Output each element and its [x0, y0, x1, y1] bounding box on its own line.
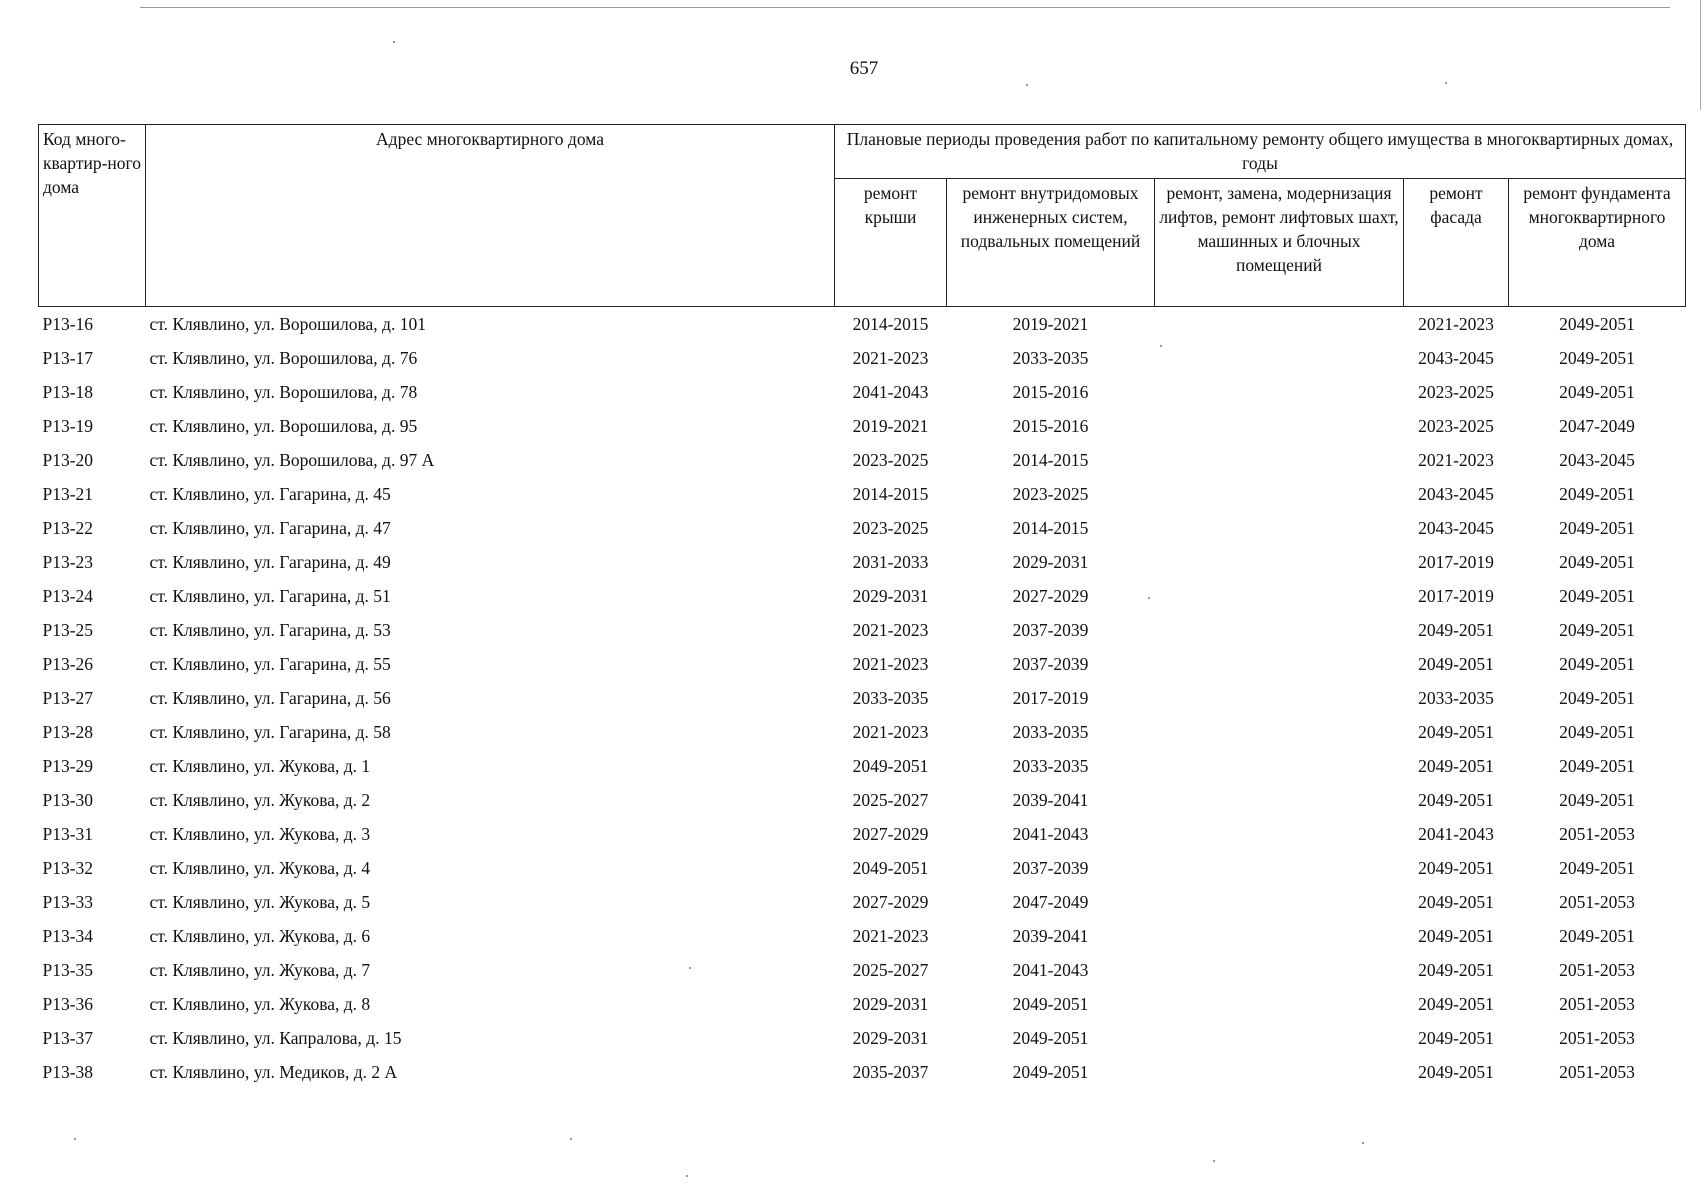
cell-engineering: 2037-2039	[1012, 653, 1089, 674]
cell-roof: 2021-2023	[852, 653, 929, 674]
table-header	[39, 125, 1686, 307]
cell-code: P13-22	[42, 517, 94, 538]
table-row	[39, 953, 1686, 987]
header-engineering: ремонт внутридомовых инженерных систем, подвальных помещений	[947, 179, 1155, 307]
cell-elevators	[1155, 1055, 1404, 1089]
cell-roof: 2033-2035	[852, 687, 929, 708]
cell-engineering: 2014-2015	[1012, 449, 1089, 470]
cell-code: P13-26	[42, 653, 94, 674]
table-row	[39, 851, 1686, 885]
cell-address: ст. Клявлино, ул. Ворошилова, д. 101	[149, 313, 426, 334]
cell-facade: 2049-2051	[1418, 993, 1494, 1014]
cell-code: P13-34	[42, 925, 94, 946]
cell-code: P13-17	[42, 347, 94, 368]
cell-address: ст. Клявлино, ул. Гагарина, д. 58	[149, 721, 391, 742]
cell-code: P13-27	[42, 687, 94, 708]
table-row	[39, 681, 1686, 715]
header-facade: ремонт фасада	[1404, 179, 1509, 307]
cell-code: P13-33	[42, 891, 94, 912]
cell-facade: 2049-2051	[1418, 857, 1494, 878]
page-number: 657	[849, 58, 879, 79]
cell-roof: 2014-2015	[852, 483, 929, 504]
cell-foundation: 2051-2053	[1559, 823, 1635, 844]
cell-facade: 2049-2051	[1418, 1061, 1494, 1082]
cell-elevators	[1155, 477, 1404, 511]
cell-code: P13-38	[42, 1061, 94, 1082]
cell-roof: 2029-2031	[852, 993, 929, 1014]
cell-foundation: 2049-2051	[1559, 687, 1635, 708]
cell-address: ст. Клявлино, ул. Жукова, д. 5	[149, 891, 371, 912]
cell-roof: 2029-2031	[852, 1027, 929, 1048]
cell-address: ст. Клявлино, ул. Жукова, д. 6	[149, 925, 371, 946]
cell-facade: 2049-2051	[1418, 721, 1494, 742]
cell-engineering: 2039-2041	[1012, 789, 1089, 810]
cell-facade: 2049-2051	[1418, 755, 1494, 776]
table-body	[39, 307, 1686, 1090]
table-row	[39, 817, 1686, 851]
right-scan-edge	[1700, 0, 1701, 110]
cell-facade: 2017-2019	[1418, 585, 1494, 606]
cell-elevators	[1155, 783, 1404, 817]
scan-speck	[1362, 1142, 1364, 1144]
table-row	[39, 545, 1686, 579]
cell-engineering: 2049-2051	[1012, 993, 1089, 1014]
cell-facade: 2041-2043	[1418, 823, 1494, 844]
cell-elevators	[1155, 613, 1404, 647]
cell-roof: 2027-2029	[852, 891, 929, 912]
cell-elevators	[1155, 851, 1404, 885]
table-row	[39, 375, 1686, 409]
cell-roof: 2041-2043	[852, 381, 929, 402]
table-row	[39, 1055, 1686, 1089]
cell-address: ст. Клявлино, ул. Гагарина, д. 56	[149, 687, 391, 708]
scan-speck	[74, 1138, 76, 1140]
cell-engineering: 2023-2025	[1012, 483, 1089, 504]
cell-elevators	[1155, 511, 1404, 545]
scan-speck	[570, 1138, 572, 1140]
cell-foundation: 2049-2051	[1559, 721, 1635, 742]
cell-engineering: 2017-2019	[1012, 687, 1089, 708]
cell-elevators	[1155, 1021, 1404, 1055]
cell-address: ст. Клявлино, ул. Гагарина, д. 51	[149, 585, 391, 606]
cell-code: P13-24	[42, 585, 94, 606]
cell-code: P13-18	[42, 381, 94, 402]
cell-roof: 2023-2025	[852, 517, 929, 538]
cell-roof: 2049-2051	[852, 857, 929, 878]
cell-foundation: 2051-2053	[1559, 891, 1635, 912]
scan-speck	[393, 41, 395, 43]
cell-roof: 2021-2023	[852, 347, 929, 368]
cell-address: ст. Клявлино, ул. Жукова, д. 4	[149, 857, 371, 878]
cell-foundation: 2051-2053	[1559, 993, 1635, 1014]
cell-engineering: 2029-2031	[1012, 551, 1089, 572]
cell-address: ст. Клявлино, ул. Гагарина, д. 55	[149, 653, 391, 674]
scan-speck	[1148, 597, 1150, 599]
cell-engineering: 2041-2043	[1012, 959, 1089, 980]
cell-code: P13-25	[42, 619, 94, 640]
cell-engineering: 2039-2041	[1012, 925, 1089, 946]
cell-address: ст. Клявлино, ул. Медиков, д. 2 А	[149, 1061, 398, 1082]
cell-foundation: 2049-2051	[1559, 653, 1635, 674]
table-row	[39, 885, 1686, 919]
cell-engineering: 2015-2016	[1012, 415, 1089, 436]
cell-roof: 2014-2015	[852, 313, 929, 334]
cell-facade: 2017-2019	[1418, 551, 1494, 572]
cell-elevators	[1155, 341, 1404, 375]
cell-code: P13-32	[42, 857, 94, 878]
header-foundation: ремонт фундамента многоквартирного дома	[1509, 179, 1686, 307]
table-row	[39, 443, 1686, 477]
cell-address: ст. Клявлино, ул. Гагарина, д. 47	[149, 517, 391, 538]
cell-foundation: 2049-2051	[1559, 585, 1635, 606]
cell-roof: 2049-2051	[852, 755, 929, 776]
cell-code: P13-29	[42, 755, 94, 776]
cell-engineering: 2014-2015	[1012, 517, 1089, 538]
cell-address: ст. Клявлино, ул. Жукова, д. 7	[149, 959, 371, 980]
cell-roof: 2021-2023	[852, 925, 929, 946]
cell-foundation: 2049-2051	[1559, 517, 1635, 538]
table-row	[39, 307, 1686, 342]
cell-facade: 2049-2051	[1418, 891, 1494, 912]
cell-facade: 2043-2045	[1418, 483, 1494, 504]
cell-engineering: 2015-2016	[1012, 381, 1089, 402]
document-sheet	[38, 124, 1685, 1089]
table-row	[39, 341, 1686, 375]
cell-roof: 2021-2023	[852, 619, 929, 640]
cell-elevators	[1155, 409, 1404, 443]
cell-elevators	[1155, 375, 1404, 409]
cell-elevators	[1155, 307, 1404, 342]
cell-foundation: 2049-2051	[1559, 381, 1635, 402]
repair-plan-table	[38, 124, 1686, 1089]
cell-roof: 2029-2031	[852, 585, 929, 606]
cell-roof: 2025-2027	[852, 959, 929, 980]
cell-address: ст. Клявлино, ул. Жукова, д. 1	[149, 755, 371, 776]
top-scan-rule	[140, 7, 1670, 8]
cell-elevators	[1155, 545, 1404, 579]
cell-foundation: 2049-2051	[1559, 551, 1635, 572]
cell-code: P13-20	[42, 449, 94, 470]
cell-code: P13-31	[42, 823, 94, 844]
header-address: Адрес многоквартирного дома	[146, 125, 835, 307]
cell-code: P13-16	[42, 313, 94, 334]
cell-roof: 2031-2033	[852, 551, 929, 572]
cell-elevators	[1155, 715, 1404, 749]
cell-facade: 2043-2045	[1418, 517, 1494, 538]
cell-facade: 2049-2051	[1418, 789, 1494, 810]
scan-speck	[689, 967, 691, 969]
cell-facade: 2043-2045	[1418, 347, 1494, 368]
header-roof: ремонт крыши	[835, 179, 947, 307]
cell-address: ст. Клявлино, ул. Капралова, д. 15	[149, 1027, 402, 1048]
cell-facade: 2049-2051	[1418, 925, 1494, 946]
cell-foundation: 2049-2051	[1559, 925, 1635, 946]
cell-elevators	[1155, 579, 1404, 613]
cell-facade: 2049-2051	[1418, 619, 1494, 640]
cell-elevators	[1155, 647, 1404, 681]
cell-code: P13-21	[42, 483, 94, 504]
cell-facade: 2049-2051	[1418, 959, 1494, 980]
cell-foundation: 2049-2051	[1559, 755, 1635, 776]
cell-elevators	[1155, 681, 1404, 715]
cell-facade: 2049-2051	[1418, 1027, 1494, 1048]
table-row	[39, 511, 1686, 545]
cell-foundation: 2049-2051	[1559, 483, 1635, 504]
cell-code: P13-36	[42, 993, 94, 1014]
cell-code: P13-23	[42, 551, 94, 572]
cell-foundation: 2049-2051	[1559, 789, 1635, 810]
cell-address: ст. Клявлино, ул. Ворошилова, д. 97 А	[149, 449, 435, 470]
cell-elevators	[1155, 987, 1404, 1021]
cell-engineering: 2037-2039	[1012, 857, 1089, 878]
table-row	[39, 1021, 1686, 1055]
cell-code: P13-28	[42, 721, 94, 742]
table-row	[39, 919, 1686, 953]
table-row	[39, 987, 1686, 1021]
table-row	[39, 647, 1686, 681]
header-periods-group: Плановые периоды проведения работ по капитальному ремонту общего имущества в многоквартирных домах, годы	[835, 125, 1686, 179]
cell-engineering: 2019-2021	[1012, 313, 1089, 334]
cell-address: ст. Клявлино, ул. Жукова, д. 8	[149, 993, 371, 1014]
table-row	[39, 409, 1686, 443]
cell-facade: 2033-2035	[1418, 687, 1494, 708]
scan-speck	[1213, 1160, 1215, 1162]
cell-address: ст. Клявлино, ул. Жукова, д. 3	[149, 823, 371, 844]
table-row	[39, 749, 1686, 783]
cell-address: ст. Клявлино, ул. Жукова, д. 2	[149, 789, 371, 810]
cell-engineering: 2047-2049	[1012, 891, 1089, 912]
cell-facade: 2023-2025	[1418, 415, 1494, 436]
cell-foundation: 2049-2051	[1559, 619, 1635, 640]
cell-facade: 2049-2051	[1418, 653, 1494, 674]
cell-roof: 2023-2025	[852, 449, 929, 470]
cell-facade: 2021-2023	[1418, 449, 1494, 470]
scan-speck	[1160, 345, 1162, 347]
cell-foundation: 2051-2053	[1559, 1027, 1635, 1048]
table-row	[39, 613, 1686, 647]
cell-code: P13-30	[42, 789, 94, 810]
cell-code: P13-35	[42, 959, 94, 980]
cell-engineering: 2049-2051	[1012, 1027, 1089, 1048]
cell-roof: 2021-2023	[852, 721, 929, 742]
cell-code: P13-37	[42, 1027, 94, 1048]
cell-address: ст. Клявлино, ул. Гагарина, д. 45	[149, 483, 391, 504]
cell-address: ст. Клявлино, ул. Ворошилова, д. 95	[149, 415, 418, 436]
cell-foundation: 2049-2051	[1559, 313, 1635, 334]
scan-speck	[686, 1175, 688, 1177]
table-row	[39, 477, 1686, 511]
cell-foundation: 2049-2051	[1559, 347, 1635, 368]
cell-code: P13-19	[42, 415, 94, 436]
cell-address: ст. Клявлино, ул. Гагарина, д. 53	[149, 619, 391, 640]
cell-facade: 2023-2025	[1418, 381, 1494, 402]
cell-address: ст. Клявлино, ул. Гагарина, д. 49	[149, 551, 391, 572]
cell-engineering: 2033-2035	[1012, 721, 1089, 742]
cell-engineering: 2033-2035	[1012, 755, 1089, 776]
cell-address: ст. Клявлино, ул. Ворошилова, д. 78	[149, 381, 418, 402]
cell-elevators	[1155, 443, 1404, 477]
cell-elevators	[1155, 817, 1404, 851]
cell-address: ст. Клявлино, ул. Ворошилова, д. 76	[149, 347, 418, 368]
cell-engineering: 2049-2051	[1012, 1061, 1089, 1082]
cell-engineering: 2037-2039	[1012, 619, 1089, 640]
cell-facade: 2021-2023	[1418, 313, 1494, 334]
cell-engineering: 2027-2029	[1012, 585, 1089, 606]
header-code: Код много-квартир-ного дома	[39, 125, 146, 307]
cell-foundation: 2049-2051	[1559, 857, 1635, 878]
cell-roof: 2035-2037	[852, 1061, 929, 1082]
cell-foundation: 2051-2053	[1559, 959, 1635, 980]
cell-roof: 2019-2021	[852, 415, 929, 436]
table-row	[39, 579, 1686, 613]
cell-engineering: 2033-2035	[1012, 347, 1089, 368]
cell-foundation: 2047-2049	[1559, 415, 1635, 436]
cell-elevators	[1155, 885, 1404, 919]
cell-roof: 2025-2027	[852, 789, 929, 810]
cell-roof: 2027-2029	[852, 823, 929, 844]
table-row	[39, 715, 1686, 749]
scan-speck	[1445, 82, 1447, 84]
cell-elevators	[1155, 953, 1404, 987]
scan-speck	[1026, 84, 1028, 86]
header-elevators: ремонт, замена, модернизация лифтов, ремонт лифтовых шахт, машинных и блочных помещений	[1155, 179, 1404, 307]
cell-elevators	[1155, 749, 1404, 783]
cell-engineering: 2041-2043	[1012, 823, 1089, 844]
cell-foundation: 2043-2045	[1559, 449, 1635, 470]
cell-foundation: 2051-2053	[1559, 1061, 1635, 1082]
table-row	[39, 783, 1686, 817]
cell-elevators	[1155, 919, 1404, 953]
